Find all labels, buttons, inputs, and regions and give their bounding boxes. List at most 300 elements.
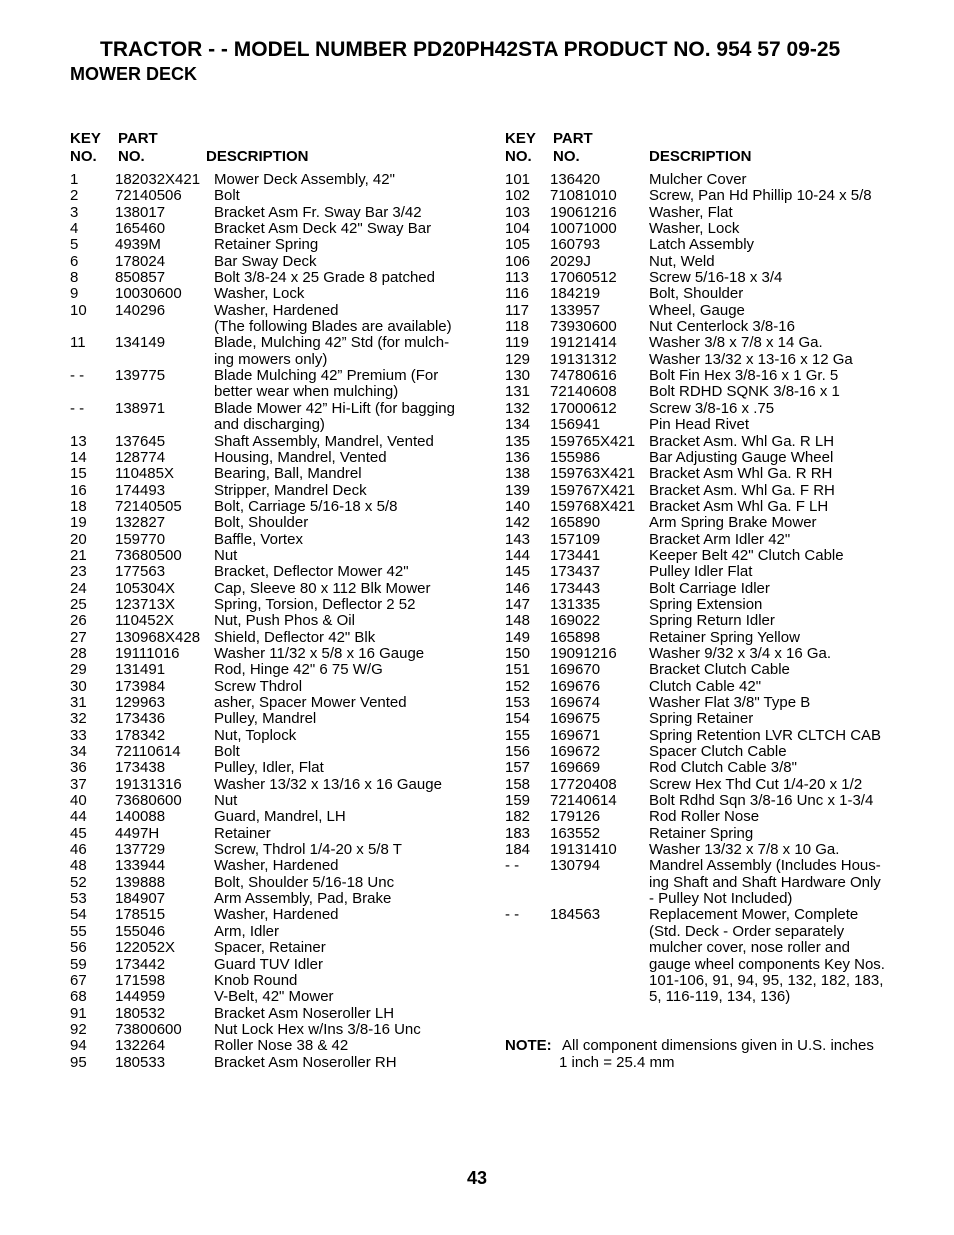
part-number: 159763X421 [550,465,636,483]
key-number: 67 [70,971,87,989]
parts-row [505,646,905,662]
part-description: Mower Deck Assembly, 42" [214,171,395,188]
part-number: 173984 [115,677,166,695]
key-number: - - [70,367,85,385]
part-description: Pulley Idler Flat [649,563,753,581]
part-description: Replacement Mower, Complete (Std. Deck - Order separately mulcher cover, nose roller and gauge wheel components Key Nos. 101-106, 91, 94, 95, 132, 182, 183, 5, 116-119, 134, 136) [649,906,885,1006]
key-number: 31 [70,694,87,711]
parts-row [505,777,905,793]
key-number: 138 [505,465,531,483]
parts-row [70,303,470,336]
key-number: 18 [70,497,87,515]
key-number: 156 [505,743,531,761]
part-description: Spring, Torsion, Deflector 2 52 [214,595,416,613]
parts-row [70,728,470,744]
part-number: 169676 [550,677,601,695]
key-number: 10 [70,301,87,319]
key-number: 102 [505,187,531,205]
parts-row [505,711,905,727]
column-headers-left [70,131,470,172]
parts-row [70,205,470,221]
part-number: 169674 [550,694,601,711]
part-number: 156941 [550,416,601,434]
key-number: 113 [505,269,529,287]
part-number: 129963 [115,694,166,711]
part-description: Bolt 3/8-24 x 25 Grade 8 patched [214,269,435,287]
description-header: DESCRIPTION [649,148,752,165]
part-description: Bracket Arm Idler 42" [649,530,791,548]
key-number: 32 [70,710,87,728]
part-number: 131491 [115,661,166,679]
part-description: Rod Clutch Cable 3/8" [649,759,797,777]
parts-row [505,630,905,646]
column-headers-right [505,131,905,172]
part-description: Bolt [214,187,240,205]
part-description: Retainer [214,824,271,842]
parts-row [70,188,470,204]
part-description: Bracket Clutch Cable [649,661,790,679]
part-number: 74780616 [550,367,617,385]
part-number: 178024 [115,252,166,270]
key-number: 130 [505,367,531,385]
part-number: 72140614 [550,792,617,810]
part-description: Blade, Mulching 42” Std (for mulch- ing mowers only) [214,334,450,368]
part-description: Washer 9/32 x 3/4 x 16 Ga. [649,644,832,662]
page-number: 43 [466,1168,488,1188]
key-number: 132 [505,399,531,417]
part-description: Washer Flat 3/8" Type B [649,694,811,711]
part-number: 73680500 [115,546,182,564]
key-number: 36 [70,759,87,777]
part-number: 19091216 [550,644,617,662]
key-header-line2: NO. [505,148,532,165]
part-description: Mandrel Assembly (Includes Hous- ing Shaft and Shaft Hardware Only - Pulley Not Included) [649,857,881,908]
part-header-line2: NO. [553,148,580,165]
parts-rows-right [505,172,905,1006]
part-number: 10071000 [550,220,617,238]
parts-row [505,352,905,368]
part-number: 179126 [550,808,601,826]
parts-row [505,401,905,417]
key-number: 9 [70,285,79,303]
part-number: 138971 [115,399,166,417]
key-number: 54 [70,906,87,924]
part-number: 182032X421 [115,171,201,188]
part-number: 19111016 [115,644,180,662]
part-number: 159765X421 [550,432,636,450]
key-number: - - [505,906,520,924]
part-description: Shaft Assembly, Mandrel, Vented [214,432,434,450]
part-description: Pulley, Idler, Flat [214,759,324,777]
parts-row [505,335,905,351]
parts-row [505,384,905,400]
parts-row [505,188,905,204]
part-description: Knob Round [214,971,298,989]
parts-row [70,695,470,711]
parts-row [505,172,905,188]
key-number: 103 [505,203,531,221]
part-description: Bolt Carriage Idler [649,579,770,597]
part-description: Washer, Hardened [214,906,339,924]
part-description: Rod Roller Nose [649,808,760,826]
parts-row [70,548,470,564]
part-description: Screw, Thdrol 1/4-20 x 5/8 T [214,841,402,859]
part-number: 169672 [550,743,601,761]
parts-row [70,924,470,940]
part-description: Bolt, Carriage 5/16-18 x 5/8 [214,497,398,515]
parts-row [70,679,470,695]
part-description: Blade Mower 42” Hi-Lift (for bagging and discharging) [214,399,455,434]
note-line1: All component dimensions given in U.S. inches [562,1037,874,1054]
key-number: 101 [505,171,531,188]
key-number: 15 [70,465,87,483]
parts-row [505,809,905,825]
part-header-line2: NO. [118,148,145,165]
part-number: 128774 [115,448,166,466]
part-number: 105304X [115,579,176,597]
key-number: 142 [505,514,531,532]
key-number: 33 [70,726,87,744]
part-number: 133957 [550,301,601,319]
part-number: 137645 [115,432,166,450]
key-number: 135 [505,432,531,450]
part-number: 130794 [550,857,601,875]
parts-row [70,401,470,434]
part-number: 184219 [550,285,601,303]
parts-row [70,744,470,760]
part-number: 110485X [115,465,174,483]
part-description: Roller Nose 38 & 42 [214,1037,349,1055]
part-number: 159767X421 [550,481,636,499]
parts-row [70,499,470,515]
part-number: 2029J [550,252,591,270]
key-number: 27 [70,628,87,646]
part-number: 163552 [550,824,601,842]
parts-row [70,466,470,482]
part-number: 10030600 [115,285,182,303]
part-header-line1: PART [553,130,593,147]
part-number: 132827 [115,514,166,532]
parts-row [505,548,905,564]
part-description: asher, Spacer Mower Vented [214,694,407,711]
part-description: Screw Hex Thd Cut 1/4-20 x 1/2 [649,775,863,793]
part-number: 159768X421 [550,497,636,515]
section-subtitle: MOWER DECK [70,64,197,84]
key-number: 8 [70,269,79,287]
part-number: 72110614 [115,743,181,761]
part-number: 178515 [115,906,166,924]
key-number: 91 [70,1004,87,1022]
parts-row [70,1038,470,1054]
part-description: Bolt, Shoulder [649,285,744,303]
key-number: 25 [70,595,87,613]
part-number: 72140506 [115,187,182,205]
part-description: Bracket Asm Deck 42" Sway Bar [214,220,432,238]
parts-row [70,826,470,842]
key-number: 68 [70,988,87,1006]
part-header-line1: PART [118,130,158,147]
part-description: V-Belt, 42" Mower [214,988,334,1006]
parts-row [70,711,470,727]
parts-row [70,434,470,450]
parts-row [70,270,470,286]
part-number: 132264 [115,1037,166,1055]
key-number: 53 [70,890,87,908]
key-number: - - [505,857,520,875]
part-description: Shield, Deflector 42" Blk [214,628,376,646]
part-number: 140296 [115,301,166,319]
key-number: 92 [70,1020,87,1038]
part-description: Nut, Push Phos & Oil [214,612,355,630]
key-number: 140 [505,497,531,515]
part-description: Washer 13/32 x 13-16 x 12 Ga [649,350,853,368]
parts-row [505,221,905,237]
part-number: 173441 [550,546,601,564]
part-description: Washer 13/32 x 7/8 x 10 Ga. [649,841,840,859]
part-description: Arm, Idler [214,922,280,940]
part-description: Housing, Mandrel, Vented [214,448,387,466]
parts-row [505,303,905,319]
key-number: 44 [70,808,87,826]
parts-row [505,695,905,711]
part-description: Bolt RDHD SQNK 3/8-16 x 1 [649,383,840,401]
part-number: 133944 [115,857,166,875]
parts-row [70,1022,470,1038]
part-number: 17000612 [550,399,617,417]
part-description: Spring Return Idler [649,612,775,630]
part-description: Cap, Sleeve 80 x 112 Blk Mower [214,579,431,597]
part-number: 71081010 [550,187,617,205]
parts-row [70,842,470,858]
part-number: 131335 [550,595,601,613]
part-description: Bracket Asm Whl Ga. F LH [649,497,829,515]
key-number: 6 [70,252,79,270]
part-number: 19061216 [550,203,617,221]
parts-row [505,499,905,515]
key-number: 16 [70,481,87,499]
part-description: Pin Head Rivet [649,416,750,434]
key-number: 117 [505,301,529,319]
key-number: 11 [70,334,86,352]
parts-row [70,581,470,597]
key-number: 139 [505,481,531,499]
key-number: 159 [505,792,531,810]
key-number: 21 [70,546,87,564]
part-description: Nut [214,792,238,810]
part-description: Arm Spring Brake Mower [649,514,817,532]
part-number: 155046 [115,922,166,940]
part-description: Pulley, Mandrel [214,710,317,728]
note-line2: 1 inch = 25.4 mm [559,1053,675,1071]
key-number: 28 [70,644,87,662]
part-description: Washer, Lock [214,285,305,303]
parts-row [70,483,470,499]
part-description: Washer 3/8 x 7/8 x 14 Ga. [649,334,823,352]
part-description: Bracket Asm Fr. Sway Bar 3/42 [214,203,422,221]
parts-row [505,466,905,482]
part-number: 134149 [115,334,166,352]
parts-row [70,875,470,891]
parts-row [70,1055,470,1071]
part-description: Spacer Clutch Cable [649,743,787,761]
key-number: 24 [70,579,87,597]
key-number: 149 [505,628,531,646]
parts-row [505,417,905,433]
part-description: Retainer Spring [214,236,319,254]
part-number: 19131410 [550,841,617,859]
key-number: 1 [70,171,79,188]
parts-row [70,940,470,956]
parts-row [70,858,470,874]
part-description: Retainer Spring [649,824,754,842]
part-number: 130968X428 [115,628,201,646]
part-number: 122052X [115,939,176,957]
part-description: Nut Centerlock 3/8-16 [649,318,795,336]
part-description: Bolt [214,743,240,761]
key-number: 154 [505,710,531,728]
key-number: 158 [505,775,531,793]
part-description: Bracket Asm Whl Ga. R RH [649,465,833,483]
part-number: 110452X [115,612,174,630]
parts-row [505,270,905,286]
key-number: 131 [505,383,531,401]
parts-rows-left [70,172,470,1071]
parts-row [505,205,905,221]
part-number: 177563 [115,563,166,581]
parts-row [70,646,470,662]
part-number: 184563 [550,906,601,924]
part-number: 136420 [550,171,601,188]
part-description: Keeper Belt 42" Clutch Cable [649,546,844,564]
key-number: 26 [70,612,87,630]
part-description: Bolt, Shoulder 5/16-18 Unc [214,873,395,891]
key-number: 4 [70,220,79,238]
part-number: 159770 [115,530,166,548]
parts-row [505,744,905,760]
parts-row [70,777,470,793]
part-description: Washer, Lock [649,220,740,238]
parts-row [70,368,470,401]
part-description: Screw 3/8-16 x .75 [649,399,775,417]
part-description: Bracket Asm. Whl Ga. F RH [649,481,835,499]
part-number: 173442 [115,955,166,973]
part-description: Mulcher Cover [649,171,747,188]
part-number: 165890 [550,514,601,532]
part-number: 178342 [115,726,166,744]
parts-row [505,434,905,450]
key-number: 148 [505,612,531,630]
key-number: 37 [70,775,87,793]
page-title: TRACTOR - - MODEL NUMBER PD20PH42STA PRODUCT NO. 954 57 09-25 [100,38,841,61]
part-description: Bearing, Ball, Mandrel [214,465,362,483]
key-number: 59 [70,955,87,973]
part-number: 155986 [550,448,601,466]
parts-row [70,221,470,237]
parts-row [70,237,470,253]
part-number: 19131316 [115,775,182,793]
key-number: 182 [505,808,531,826]
key-number: 150 [505,644,531,662]
parts-row [70,760,470,776]
part-number: 173443 [550,579,601,597]
key-number: 5 [70,236,79,254]
key-number: 116 [505,285,529,303]
parts-row [505,515,905,531]
key-number: 30 [70,677,87,695]
parts-row [70,172,470,188]
part-description: Bar Sway Deck [214,252,317,270]
part-number: 139775 [115,367,166,385]
parts-row [70,597,470,613]
part-description: Baffle, Vortex [214,530,303,548]
key-number: 119 [505,334,529,352]
parts-row [70,254,470,270]
key-number: 23 [70,563,87,581]
part-number: 174493 [115,481,166,499]
part-description: Blade Mulching 42” Premium (For better wear when mulching) [214,367,439,401]
part-number: 138017 [115,203,166,221]
key-number: 153 [505,694,531,711]
key-number: 45 [70,824,87,842]
part-description: Guard TUV Idler [214,955,323,973]
key-number: 144 [505,546,531,564]
part-description: Nut, Weld [649,252,715,270]
part-number: 169671 [550,726,601,744]
key-number: 151 [505,661,531,679]
part-description: Bracket, Deflector Mower 42" [214,563,409,581]
key-number: 152 [505,677,531,695]
key-number: - - [70,399,85,417]
part-number: 73680600 [115,792,182,810]
part-description: Arm Assembly, Pad, Brake [214,890,392,908]
key-number: 3 [70,203,79,221]
part-number: 169675 [550,710,601,728]
part-description: Spring Retention LVR CLTCH CAB [649,726,882,744]
parts-row [70,793,470,809]
parts-row [70,515,470,531]
part-description: Spacer, Retainer [214,939,326,957]
parts-row [505,842,905,858]
key-number: 145 [505,563,531,581]
parts-row [70,809,470,825]
part-number: 165460 [115,220,166,238]
part-description: Wheel, Gauge [649,301,745,319]
part-description: Washer, Flat [649,203,733,221]
key-number: 157 [505,759,531,777]
part-number: 173436 [115,710,166,728]
parts-row [505,237,905,253]
part-number: 850857 [115,269,166,287]
key-number: 13 [70,432,87,450]
part-number: 19121414 [550,334,617,352]
key-number: 143 [505,530,531,548]
key-number: 19 [70,514,87,532]
key-number: 29 [70,661,87,679]
part-description: Spring Retainer [649,710,754,728]
part-number: 171598 [115,971,166,989]
part-description: Screw 5/16-18 x 3/4 [649,269,783,287]
parts-row [70,450,470,466]
key-number: 52 [70,873,87,891]
parts-row [505,286,905,302]
parts-row [505,728,905,744]
part-number: 73800600 [115,1020,182,1038]
key-number: 147 [505,595,531,613]
part-number: 160793 [550,236,601,254]
parts-row [70,907,470,923]
key-number: 105 [505,236,531,254]
part-description: Bolt Rdhd Sqn 3/8-16 Unc x 1-3/4 [649,792,874,810]
